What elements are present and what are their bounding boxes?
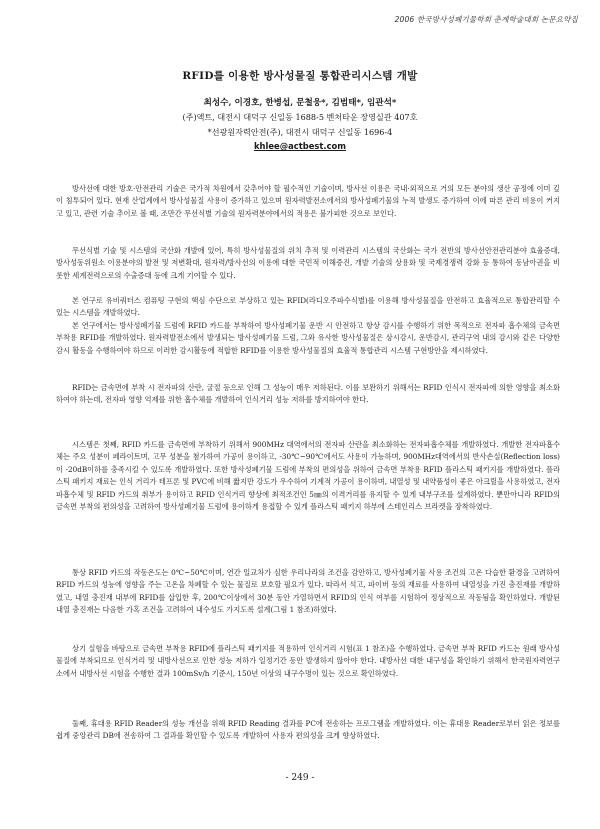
author-list: 최성수, 이경호, 한병섭, 문철웅*, 김범태*, 임관석* <box>203 98 397 108</box>
body-paragraph: 방사선에 대한 방호·안전관리 기술은 국가적 차원에서 갖추어야 할 필수적인 기술이며, 방사선 이용은 국내·외적으로 거의 모든 분야의 생산 공정에 이미 깊이 침투되어 있다. 현재 산업계에서 방사성물질 사용이 증가하고 있으며 원자력발전소에서의 방사성폐기물의 누적 발생도 증가하여 이에 따른 관리 비용이 커지고 있고, 관련 기술 추이로 볼 때, 조만간 무선식별 기술의 원자력분야에서의 적용은 불가피한 것으로 보인다. <box>56 184 560 218</box>
affiliation-secondary: *선광원자력안전(주), 대전시 대덕구 신일동 1696-4 <box>207 127 393 137</box>
body-paragraph: 둘째, 휴대용 RFID Reader의 성능 개선을 위해 RFID Reading 결과를 PC에 전송하는 프로그램을 개발하였다. 이는 휴대용 Reader로부터 읽은 정보를 쉽게 중앙관리 DB에 전송하여 그 결과를 확인할 수 있도록 개발하여 사용자 편의성을 크게 향상하였다. <box>56 719 560 741</box>
contact-email[interactable]: khlee@actbest.com <box>253 141 347 151</box>
affiliation-primary: (주)액트, 대전시 대덕구 신일동 1688-5 벤처타운 장영실관 407호 <box>182 112 418 122</box>
running-header: 2006 한국방사성폐기물학회 춘계학술대회 논문요약집 <box>394 15 578 24</box>
body-paragraph: 시스템은 첫째, RFID 카드를 금속면에 부착하기 위해서 900MHz 대역에서의 전자파 산란을 최소화하는 전자파흡수체를 개발하였다. 개발한 전자파흡수체는 주요 성분이 페라이트며, 고무 성분을 첨가하여 가공이 용이하고, -30℃~90℃에서도 사용이 가능하며, 900MHz대역에서의 반사손실(Reflection loss)이 -20dB이하를 충족시킬 수 있도록 개발하였다. 또한 방사성폐기물 드럼에 부착의 편의성을 위하여 금속면 부착용 RFID 플라스틱 패키지를 개발하였다. 플라스틱 패키지 재료는 인식 거리가 테프론 및 PVC에 비해 짧지만 강도가 우수하여 기계적 가공이 용이하며, 내열성 및 내약품성이 좋은 아크릴을 사용하였고, 전자파흡수체 및 RFID 카드의 취부가 용이하고 RFID 인식거리 향상에 최적조건인 5㎜의 이격거리를 유지할 수 있게 내부구조를 설계하였다. 뿐만아니라 RFID의 금속면 부착의 편의성을 고려하여 방사성폐기물 드럼에 용이하게 용접할 수 있게 플라스틱 패키지 하부에 스테인리스 브라켓을 장착하였다. <box>56 440 560 512</box>
body-paragraph: 통상 RFID 카드의 작동온도는 0℃~50℃이며, 연간 일교차가 심한 우리나라의 조건을 감안하고, 방사성폐기물 사용 조건의 고온 다습한 환경을 고려하여 RFID 카드의 성능에 영향을 주는 고온을 차폐할 수 있는 물질로 보호할 필요가 있다. 따라서 석고, 파이버 등의 재료를 사용하여 내열성을 가진 충진재를 개발하였고, 내열 충진재 내부에 RFID를 삽입한 후, 200℃이상에서 30분 동안 가열하면서 RFID의 인식 여부를 시험하여 정상적으로 작동됨을 확인하였다. 개발된 내열 충진재는 다음한 가혹 조건을 고려하여 내수성도 가지도록 설계(그림 1 참조)하였다. <box>56 568 560 615</box>
body-paragraph: 상기 실험을 바탕으로 금속면 부착용 RFID에 플라스틱 패키지를 적용하여 인식거리 시험(표 1 참조)을 수행하였다. 금속면 부착 RFID 카드는 원래 방사성물질에 부착되므로 인식거리 및 내방사선으로 인한 성능 저하가 일정기간 동안 발생하지 않아야 한다. 내방사선 대한 내구성을 확인하기 위해서 한국원자력연구소에서 내방사선 시험을 수행한 결과 100mSv/h 기준시, 150년 이상의 내구수명이 있는 것으로 확인하였다. <box>56 644 560 678</box>
page-number: - 249 - <box>285 773 315 783</box>
body-paragraph: 본 연구에서는 방사성폐기물 드럼에 RFID 카드를 부착하여 방사성폐기물 운반 시 안전하고 항상 감시를 수행하기 위한 목적으로 전자파 흡수체의 금속면 부착용 RFID를 개발하였다. 원자력발전소에서 발생되는 방사성폐기물 드럼, 그와 유사한 방사성물질은 상시감시, 운반감시, 관리구역 내의 감시와 같은 다양한 감시 활동을 수행하여야 하므로 이러한 감시활동에 적합한 RFID를 이용한 방사성물질의 효율적 통합관리 시스템 구현방안을 제시하였다. <box>56 321 560 355</box>
body-paragraph: 본 연구로 유비쿼터스 컴퓨팅 구현의 핵심 수단으로 부상하고 있는 RFID(라디오주파수식별)를 이용해 방사성물질을 안전하고 효율적으로 통합관리할 수 있는 시스템을 개발하였다. <box>56 296 560 318</box>
paper-title: RFID를 이용한 방사성물질 통합관리시스템 개발 <box>182 70 418 82</box>
body-paragraph: RFID는 금속면에 부착 시 전자파의 산란, 굴절 등으로 인해 그 성능이 매우 저하된다. 이를 보완하기 위해서는 RFID 인식시 전자파에 의한 영향을 최소화하여야 하는데, 전자파 영향 억제를 위한 흡수체를 개발하여 인식거리 성능 저하를 방지하여야 한다. <box>56 383 560 405</box>
body-paragraph: 무선식별 기술 및 시스템의 국산화 개발에 있어, 특히 방사성물질의 위치 추적 및 이력관리 시스템의 국산화는 국가 전반의 방사선안전관리분야 효율증대, 방사성동위원소 이용분야의 발전 및 저변확대, 원자력/방사선의 이용에 대한 국민적 이해증진, 개발 기술의 상용화 및 국제경쟁력 강화 등 통하여 동남아권을 비롯한 세계전력으로의 수출증대 등에 크게 기여할 수 있다. <box>56 246 560 280</box>
